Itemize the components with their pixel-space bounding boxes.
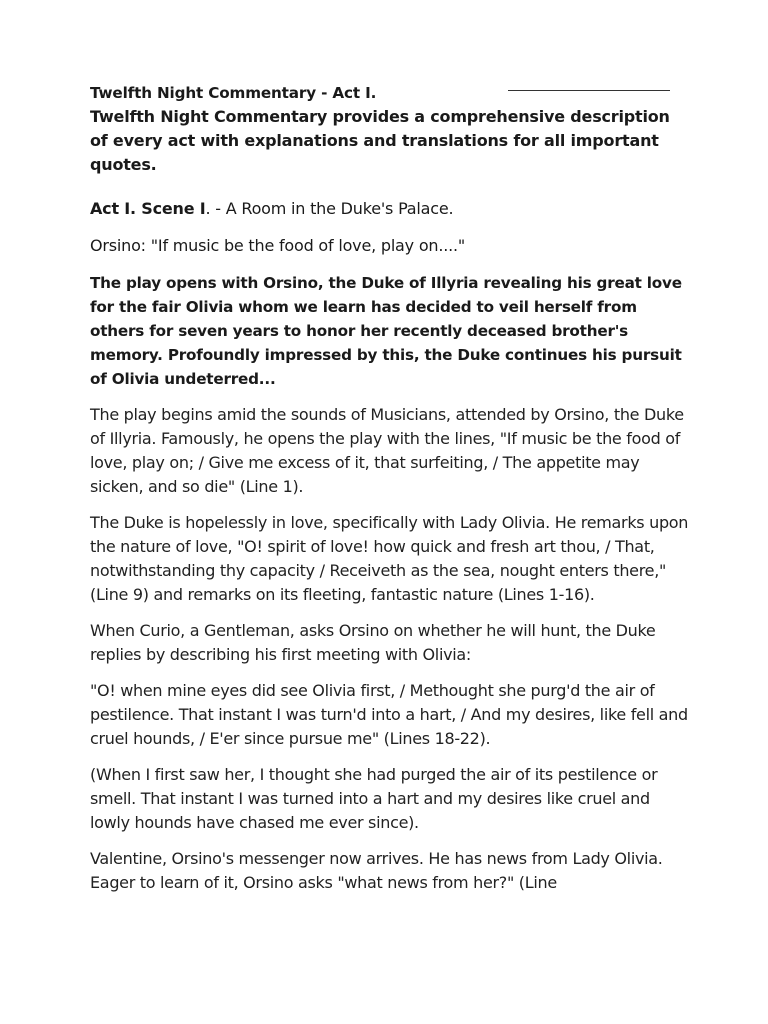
- document-title: Twelfth Night Commentary - Act I.: [90, 84, 377, 102]
- paragraph: When Curio, a Gentleman, asks Orsino on whether he will hunt, the Duke replies by describing his first meeting with Olivia:: [90, 621, 656, 664]
- document-intro: Twelfth Night Commentary provides a comprehensive description of every act with explanations and translations for all important quotes.: [90, 107, 670, 174]
- opening-quote: Orsino: "If music be the food of love, play on....": [90, 236, 466, 255]
- scene-location: . - A Room in the Duke's Palace.: [205, 199, 454, 218]
- paragraph: The Duke is hopelessly in love, specifically with Lady Olivia. He remarks upon the nature of love, "O! spirit of love! how quick and fresh art thou, / That, notwithstanding thy capacity / Receiveth as the sea, nought enters there," (Line 9) and remarks on its fleeting, fantastic nature (Lines 1-16).: [90, 513, 689, 604]
- paragraph: (When I first saw her, I thought she had purged the air of its pestilence or smell. That instant I was turned into a hart and my desires like cruel and lowly hounds have chased me ever since).: [90, 765, 658, 832]
- paragraph: The play begins amid the sounds of Musicians, attended by Orsino, the Duke of Illyria. Famously, he opens the play with the lines, "If music be the food of love, play on; / Give me excess of it, that surfeiting, / The appetite may sicken, and so die" (Line 1).: [90, 405, 684, 496]
- scene-label: Act I. Scene I: [90, 199, 206, 218]
- paragraph: Valentine, Orsino's messenger now arrives. He has news from Lady Olivia. Eager to learn of it, Orsino asks "what news from her?" (Line: [90, 849, 663, 892]
- document-page: [90, 82, 690, 895]
- paragraph: "O! when mine eyes did see Olivia first, / Methought she purg'd the air of pestilence. That instant I was turn'd into a hart, / And my desires, like fell and cruel hounds, / E'er since pursue me" (Lines 18-22).: [90, 681, 688, 748]
- scene-summary: The play opens with Orsino, the Duke of Illyria revealing his great love for the fair Olivia whom we learn has decided to veil herself from others for seven years to honor her recently deceased brother's memory. Profoundly impressed by this, the Duke continues his pursuit of Olivia undeterred...: [90, 274, 682, 388]
- scene-heading: [90, 197, 690, 221]
